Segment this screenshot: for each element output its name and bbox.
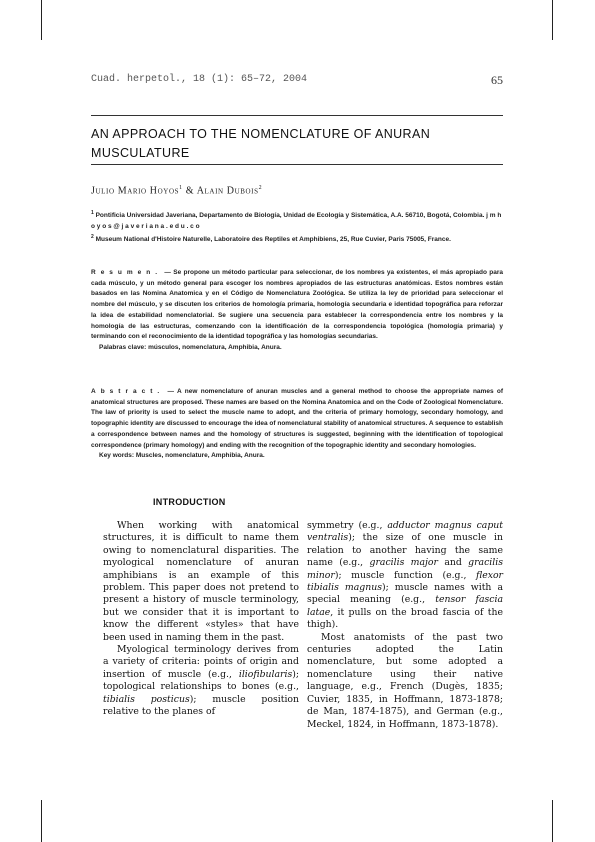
crop-mark-top-left <box>41 0 42 40</box>
body-paragraph <box>103 644 299 718</box>
title-bottom-rule <box>91 164 503 165</box>
abstract-label: Abstract. <box>91 388 165 395</box>
muscle-name: iliofibularis <box>238 668 293 680</box>
affiliation-text: Pontificia Universidad Javeriana, Departamento de Biología, Unidad de Ecología y Sistemática, A.A. 56710, Bogotá, Colombia. j m h o y o s @ j a v e r i a n a . e d u . c o <box>91 212 502 230</box>
abstract-keywords: Key words: Muscles, nomenclature, Amphibia, Anura. <box>99 452 265 460</box>
author-line <box>91 185 503 196</box>
abstract-text: — A new nomenclature of anuran muscles and a general method to choose the appropriate names of anatomical structures are proposed. These names are based on the Nomina Anatomica and on the Code of Zoological Nomenclature. The law of priority is used to select the muscle name to adopt, and the criteria of primary homology, secondary homology, and topographic identity are discussed to encourage the idea of nomenclatural stability of anatomical structures. A sequence to establish a correspondence between names and the homology of structures is suggested, beginning with the identification of topological correspondence (primary homology) and ending with the recognition of the topographic identity and secondary homologies. <box>91 388 504 449</box>
body-paragraph <box>307 520 503 632</box>
running-head <box>91 74 503 88</box>
abstract-paragraph <box>91 387 503 451</box>
muscle-name: gracilis minor <box>307 557 503 581</box>
muscle-name: tensor fascia latae <box>307 594 503 618</box>
resumen-paragraph <box>91 268 503 343</box>
author-name: Alain Dubois <box>196 185 259 197</box>
muscle-name: adductor magnus caput ventralis <box>307 520 503 544</box>
body-text: ); muscle position relative to the planes of <box>103 693 299 718</box>
author-name: Julio Mario Hoyos <box>91 185 180 197</box>
journal-citation: Cuad. herpetol., 18 (1): 65–72, 2004 <box>91 74 308 85</box>
affiliation-number: 1 <box>91 210 94 216</box>
author-separator: & <box>182 185 197 197</box>
crop-mark-bottom-right <box>552 800 553 842</box>
body-text: Myological terminology derives from a variety of criteria: points of origin and insertion of muscle (e.g., <box>103 644 299 680</box>
affiliation <box>91 208 503 232</box>
text-column-left <box>103 520 299 719</box>
muscle-name: gracilis major <box>369 557 438 569</box>
body-text: ); muscle function (e.g., <box>334 569 476 581</box>
text-column-right <box>307 520 503 731</box>
title-top-rule <box>91 115 503 116</box>
body-paragraph: Most anatomists of the past two centuries adopted the Latin nomenclature, but some adopted a nomenclature using their native language, e.g., French (Dugès, 1835; Cuvier, 1835, in Hoffmann, 1873-1878; de Man, 1874-1875), and German (e.g., Meckel, 1824, in Hoffmann, 1873-1878). <box>307 631 503 730</box>
affiliation <box>91 232 503 246</box>
resumen-text: — Se propone un método particular para seleccionar, de los nombres ya existentes, el más apropiado para cada músculo, y un método general para escoger los nombres apropiados de las estructuras anatómicas. Estos nombres están basados en las Nomina Anatomica y en el Código de Nomenclatura Zoológica. Se utiliza la ley de prioridad para seleccionar el nombre del músculo, y se discuten los criterios de homología primaria, homología secundaria e identidad topográfica para reforzar la idea de estabilidad nomenclatorial. Se sugiere una secuencia para establecer la correspondencia entre los nombres y la homología de las estructuras, comenzando con la identificación de la correspondencia topológica (homología primaria) y terminando con el reconocimiento de la identidad topográfica y las homologías secundarias. <box>91 269 503 341</box>
author-superscript: 1 <box>179 185 183 191</box>
muscle-name: flexor tibialis magnus <box>307 569 503 594</box>
resumen-block <box>91 268 503 354</box>
abstract-block <box>91 387 503 462</box>
body-paragraph: When working with anatomical structures, it is difficult to name them owing to nomenclatural disparities. The myological nomenclature of anuran amphibians is an example of this problem. This paper does not pretend to present a history of muscle terminology, but we consider that it is important to know the different «styles» that have been used in naming them in the past. <box>103 520 299 643</box>
body-text: ); topological relationships to bones (e.g., <box>103 668 299 693</box>
crop-mark-top-right <box>552 0 553 40</box>
affiliations <box>91 208 503 246</box>
resumen-label: Resumen. <box>91 269 163 276</box>
resumen-keywords: Palabras clave: músculos, nomenclatura, Amphibia, Anura. <box>99 343 282 351</box>
body-text: , it pulls on the broad fascia of the thigh). <box>307 606 503 631</box>
page-number: 65 <box>491 73 503 87</box>
body-text: symmetry (e.g., <box>307 520 388 531</box>
body-text: and <box>437 557 469 569</box>
crop-mark-bottom-left <box>41 800 42 842</box>
affiliation-text: Museum National d'Histoire Naturelle, Laboratoire des Reptiles et Amphibiens, 25, Rue Cuvier, Paris 75005, France. <box>95 236 451 244</box>
section-heading-introduction: INTRODUCTION <box>153 497 226 507</box>
affiliation-number: 2 <box>91 234 94 241</box>
body-text: ); muscle names with a special meaning (e.g., <box>307 582 504 606</box>
muscle-name: tibialis posticus <box>103 693 190 705</box>
body-text: ); the size of one muscle in relation to another having the same name (e.g., <box>307 532 503 569</box>
author-superscript: 2 <box>258 185 263 191</box>
article-title: AN APPROACH TO THE NOMENCLATURE OF ANURAN MUSCULATURE <box>91 127 431 160</box>
